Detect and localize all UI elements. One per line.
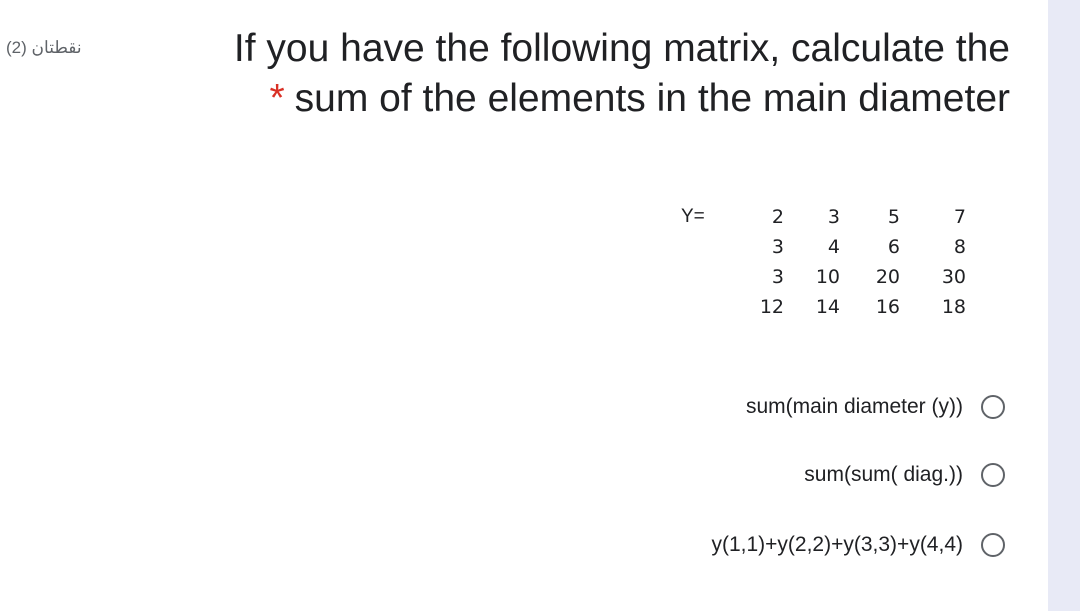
- radio-button[interactable]: [981, 533, 1005, 557]
- radio-button[interactable]: [981, 395, 1005, 419]
- side-panel: [1048, 0, 1080, 611]
- matrix-row: [750, 206, 970, 236]
- matrix-cell: 16: [875, 296, 900, 318]
- option-row[interactable]: [711, 530, 1005, 560]
- radio-button[interactable]: [981, 463, 1005, 487]
- matrix-cell: 18: [941, 296, 966, 318]
- matrix: [750, 206, 970, 326]
- matrix-cell: 12: [759, 296, 784, 318]
- matrix-cell: 14: [815, 296, 840, 318]
- option-row[interactable]: [804, 460, 1005, 490]
- matrix-label: Y=: [681, 206, 705, 227]
- option-label[interactable]: sum(sum( diag.)): [804, 463, 963, 486]
- matrix-cell: 7: [953, 206, 966, 228]
- matrix-cell: 5: [887, 206, 900, 228]
- matrix-cell: 3: [827, 206, 840, 228]
- matrix-cell: 10: [815, 266, 840, 288]
- matrix-cell: 2: [771, 206, 784, 228]
- required-asterisk: *: [269, 77, 285, 120]
- option-row[interactable]: [746, 392, 1005, 422]
- question-title: [140, 24, 1010, 124]
- points-label: نقطتان (2): [6, 38, 82, 57]
- question-line-2-wrap: [140, 74, 1010, 124]
- matrix-row: [750, 266, 970, 296]
- option-label[interactable]: sum(main diameter (y)): [745, 395, 963, 418]
- matrix-cell: 6: [887, 236, 900, 258]
- matrix-cell: 30: [941, 266, 966, 288]
- question-line-1: If you have the following matrix, calculate the: [233, 27, 1010, 70]
- matrix-row: [750, 296, 970, 326]
- matrix-cell: 3: [771, 236, 784, 258]
- option-label[interactable]: y(1,1)+y(2,2)+y(3,3)+y(4,4): [711, 533, 963, 556]
- matrix-cell: 8: [953, 236, 966, 258]
- matrix-cell: 20: [875, 266, 900, 288]
- matrix-cell: 4: [827, 236, 840, 258]
- matrix-cell: 3: [771, 266, 784, 288]
- question-line-2: sum of the elements in the main diameter: [294, 77, 1010, 120]
- matrix-row: [750, 236, 970, 266]
